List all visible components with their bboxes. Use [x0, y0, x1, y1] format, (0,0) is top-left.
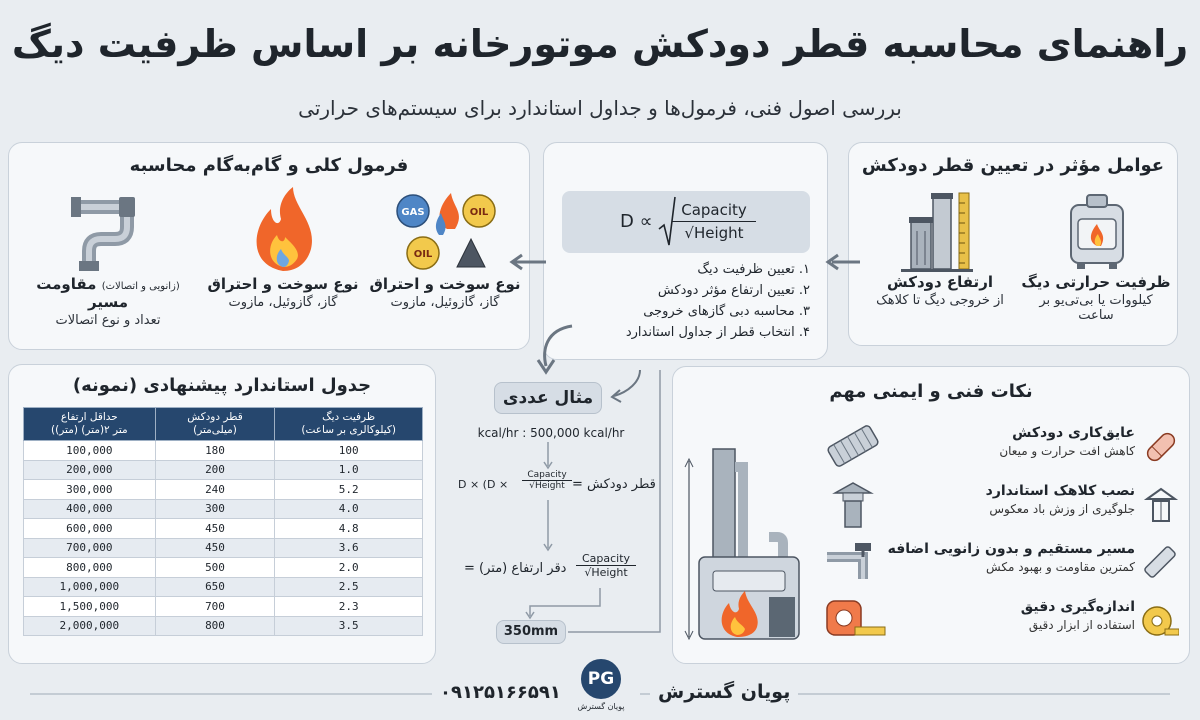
- arrow-factors-to-formula: [828, 255, 860, 269]
- table-cell: 100: [275, 441, 423, 461]
- tips-panel: [672, 366, 1190, 664]
- table-cell: 3.5: [275, 616, 423, 636]
- overall-flame-sub: گاز، گازوئیل، مازوت: [228, 295, 338, 310]
- table-cell: 700: [155, 597, 275, 617]
- example-line2-fraction: Capacity √Height: [522, 470, 572, 491]
- table-cell: 2,000,000: [24, 616, 156, 636]
- oil-label-2: OIL: [413, 249, 433, 260]
- table-cell: 200,000: [24, 460, 156, 480]
- example-line3-fraction: Capacity √Height: [576, 552, 636, 579]
- table-cell: 300,000: [24, 480, 156, 500]
- logo-text: PG: [587, 669, 615, 689]
- table-cell: 300: [155, 499, 275, 519]
- table-cell: 5.2: [275, 480, 423, 500]
- tip-insulation-title: عایق‌کاری دودکش: [1012, 425, 1135, 441]
- table-cell: 800: [155, 616, 275, 636]
- tip-insulation-sub: کاهش افت حرارت و میعان: [999, 444, 1135, 458]
- tip-measure: [823, 595, 1183, 651]
- table-title: جدول استاندارد پیشنهادی (نمونه): [72, 375, 372, 396]
- insulated-pipe-small-icon: [1141, 427, 1181, 467]
- chimney-cap-small-icon: [1143, 485, 1179, 525]
- tip-cap-sub: جلوگیری از وزش باد معکوس: [989, 502, 1135, 516]
- table-cell: 1,000,000: [24, 577, 156, 597]
- step-2: ۲. تعیین ارتفاع مؤثر دودکش: [657, 283, 810, 298]
- factor-height-sub: از خروجی دیگ تا کلاهک: [876, 293, 1004, 308]
- example-title: مثال عددی: [494, 382, 602, 414]
- tips-title: نکات فنی و ایمنی مهم: [829, 381, 1033, 402]
- col-height: حداقل ارتفاع (متر ۲(متر) (متر): [24, 408, 156, 441]
- tape-measure-icon: [825, 597, 887, 643]
- overall-title: فرمول کلی و گام‌به‌گام محاسبه: [129, 155, 409, 176]
- tip-straight: [823, 537, 1183, 593]
- example-result: 350mm: [496, 620, 566, 644]
- table-cell: 4.0: [275, 499, 423, 519]
- arrow-formula-to-overall: [512, 255, 546, 269]
- table-cell: 700,000: [24, 538, 156, 558]
- factor-boiler-title: ظرفیت حرارتی دیگ: [1021, 273, 1171, 291]
- straight-pipe-small-icon: [1141, 543, 1179, 581]
- formula-lhs: D ∝: [620, 211, 653, 232]
- arrow-formula-to-table: [538, 326, 572, 372]
- step-4: ۴. انتخاب قطر از جداول استاندارد: [625, 325, 810, 340]
- factors-title: عوامل مؤثر در تعیین قطر دودکش: [861, 155, 1165, 176]
- footer: [0, 669, 1200, 716]
- oil-label-1: OIL: [469, 207, 489, 218]
- step-3: ۳. محاسبه دبی گازهای خروجی: [643, 304, 810, 319]
- example-line3-label: دقر ارتفاع (متر) =: [464, 561, 567, 576]
- table-cell: 3.6: [275, 538, 423, 558]
- table-cell: 450: [155, 538, 275, 558]
- table-cell: 100,000: [24, 441, 156, 461]
- table-cell: 4.8: [275, 519, 423, 539]
- example-line2-lhs: D × (D ×: [458, 478, 509, 491]
- tip-measure-sub: استفاده از ابزار دقیق: [1028, 618, 1135, 632]
- table-cell: 400,000: [24, 499, 156, 519]
- formula-numerator: Capacity: [672, 201, 756, 222]
- tape-measure-small-icon: [1141, 603, 1179, 639]
- example-line1: kcal/hr : 500,000 kcal/hr: [477, 426, 625, 440]
- factor-height-title: ارتفاع دودکش: [887, 273, 993, 291]
- table-cell: 800,000: [24, 558, 156, 578]
- example-connector: [526, 370, 660, 632]
- footer-phone: ۰۹۱۲۵۱۶۶۵۹۱: [432, 682, 569, 703]
- example-line2-label: قطر دودکش =: [572, 477, 656, 492]
- table-cell: 180: [155, 441, 275, 461]
- page-subtitle: بررسی اصول فنی، فرمول‌ها و جداول استاندارد برای سیستم‌های حرارتی: [298, 96, 902, 120]
- pipes-title-main: مقاومت مسیر: [36, 275, 128, 311]
- table-cell: 600,000: [24, 519, 156, 539]
- overall-fuel-title: نوع سوخت و احتراق: [369, 275, 521, 293]
- table-cell: 450: [155, 519, 275, 539]
- arrow-to-example: [612, 370, 640, 402]
- table-cell: 240: [155, 480, 275, 500]
- col-diameter: قطر دودکش (میلی‌متر): [155, 408, 275, 441]
- table-cell: 1,500,000: [24, 597, 156, 617]
- gas-label: GAS: [401, 207, 425, 218]
- table-cell: 650: [155, 577, 275, 597]
- tip-cap: [823, 479, 1183, 535]
- tip-straight-title: مسیر مستقیم و بدون زانویی اضافه: [887, 541, 1135, 557]
- tip-insulation: [823, 421, 1183, 477]
- overall-pipes-sub: تعداد و نوع اتصالات: [55, 313, 161, 328]
- table-cell: 1.0: [275, 460, 423, 480]
- footer-brand: پویان گسترش: [650, 681, 798, 703]
- page-title: راهنمای محاسبه قطر دودکش موتورخانه بر اساس ظرفیت دیگ: [11, 22, 1189, 66]
- col-capacity: ظرفیت دیگ (کیلوکالری بر ساعت): [275, 408, 423, 441]
- boiler-chimney-illustration: [677, 447, 827, 647]
- factor-boiler-sub: کیلووات یا بی‌تی‌یو بر ساعت: [1039, 293, 1153, 323]
- logo-caption: پویان گسترش: [577, 702, 625, 711]
- insulated-pipe-icon: [825, 423, 881, 469]
- table-cell: 2.3: [275, 597, 423, 617]
- table-cell: 500: [155, 558, 275, 578]
- overall-flame-title: نوع سوخت و احتراق: [207, 275, 359, 293]
- table-cell: 2.5: [275, 577, 423, 597]
- tip-cap-title: نصب کلاهک استاندارد: [985, 483, 1135, 499]
- chimney-cap-icon: [831, 479, 875, 529]
- table-cell: 200: [155, 460, 275, 480]
- table-cell: 2.0: [275, 558, 423, 578]
- tip-straight-sub: کمترین مقاومت و بهبود مکش: [986, 560, 1135, 574]
- footer-logo: [578, 656, 624, 702]
- pipes-title-small: (زانویی و اتصالات): [101, 281, 180, 292]
- step-1: ۱. تعیین ظرفیت دیگ: [697, 262, 810, 277]
- formula-denominator: √Height: [684, 224, 744, 242]
- tip-measure-title: اندازه‌گیری دقیق: [1020, 599, 1135, 615]
- overall-fuel-sub: گاز، گازوئیل، مازوت: [390, 295, 500, 310]
